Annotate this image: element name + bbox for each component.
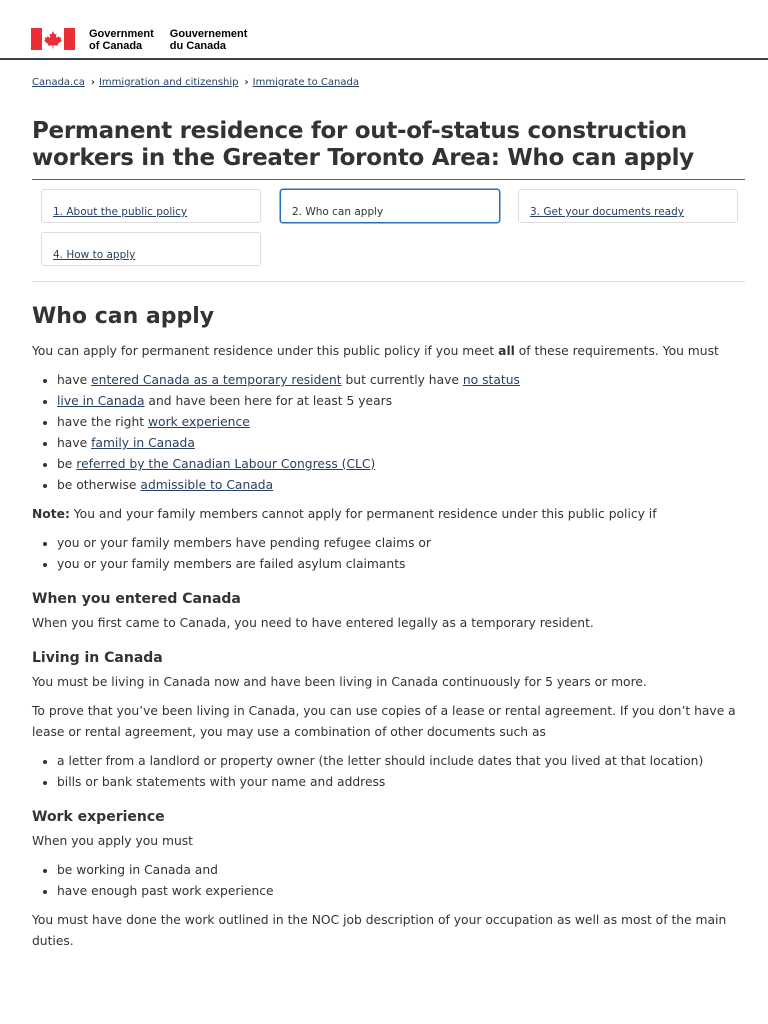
list-item — [57, 370, 748, 391]
step-4[interactable] — [41, 232, 261, 266]
signature-fr-line2: du Canada — [169, 40, 227, 52]
note-list — [32, 533, 748, 575]
living-text-2: To prove that you’ve been living in Canada, you can use copies of a lease or rental agreement. If you don’t have a lease or rental agreement, you may use a combination of other documents such as — [32, 704, 736, 739]
no-status-link[interactable]: no status — [462, 373, 520, 387]
step-4-link[interactable]: 4. How to apply — [53, 249, 136, 261]
chevron-right-icon: › — [244, 77, 249, 88]
req-text: be otherwise — [57, 478, 141, 492]
list-item: • have enough past work experience — [57, 881, 748, 902]
note-text: You and your family members cannot apply for permanent residence under this public policy if — [69, 507, 657, 521]
list-item — [57, 433, 748, 454]
work-experience-heading: Work experience — [32, 809, 165, 825]
req-text: but currently have — [341, 373, 463, 387]
req-text: and have been here for at least 5 years — [144, 394, 393, 408]
work-text-2: You must have done the work outlined in the NOC job description of your occupation as well as most of the main duties. — [32, 913, 727, 948]
entered-canada-link[interactable]: entered Canada as a temporary resident — [91, 373, 342, 387]
req-text: have — [57, 436, 92, 450]
list-item — [57, 391, 748, 412]
list-item: • be working in Canada and — [57, 860, 748, 881]
intro-text-end: of these requirements. You must — [514, 344, 719, 358]
title-underline — [32, 179, 745, 180]
note-label: Note: — [32, 507, 70, 521]
list-item: • bills or bank statements with your name and address — [57, 772, 748, 793]
breadcrumb-immigrate-to-canada[interactable]: Immigrate to Canada — [252, 77, 359, 88]
intro-emphasis: all — [498, 344, 515, 358]
step-2-current — [280, 189, 500, 223]
entered-canada-heading: When you entered Canada — [32, 591, 241, 607]
signature-fr-line1: Gouvernement — [169, 28, 248, 40]
breadcrumb-immigration-and-citizenship[interactable]: Immigration and citizenship — [98, 77, 239, 88]
signature-en-line2: of Canada — [89, 40, 143, 52]
step-3-link[interactable]: 3. Get your documents ready — [530, 206, 684, 218]
page-title: Permanent residence for out-of-status construction workers in the Greater Toronto Area: Who can apply — [32, 118, 694, 171]
work-experience-link[interactable]: work experience — [147, 415, 250, 429]
intro-paragraph — [32, 341, 748, 362]
living-in-canada-heading: Living in Canada — [32, 650, 163, 666]
req-text: be — [57, 457, 77, 471]
list-item — [57, 412, 748, 433]
requirements-list — [32, 370, 748, 496]
main-content — [32, 303, 748, 960]
step-3[interactable] — [518, 189, 738, 223]
family-in-canada-link[interactable]: family in Canada — [91, 436, 195, 450]
work-list — [32, 860, 748, 902]
intro-text: You can apply for permanent residence under this public policy if you meet — [32, 344, 499, 358]
admissible-link[interactable]: admissible to Canada — [140, 478, 274, 492]
living-documents-list — [32, 751, 748, 793]
list-item: • a letter from a landlord or property owner (the letter should include dates that you lived at that location) — [57, 751, 748, 772]
breadcrumb-canada-ca[interactable]: Canada.ca — [32, 77, 85, 88]
signature-en-line1: Government — [89, 28, 154, 40]
list-item: • you or your family members are failed asylum claimants — [57, 554, 748, 575]
clc-referral-link[interactable]: referred by the Canadian Labour Congress (CLC) — [76, 457, 376, 471]
chevron-right-icon: › — [90, 77, 95, 88]
list-item: • you or your family members have pending refugee claims or — [57, 533, 748, 554]
canada-flag-icon — [31, 28, 75, 50]
note-paragraph — [32, 504, 748, 525]
section-heading: Who can apply — [32, 304, 215, 329]
req-text: have the right — [57, 415, 148, 429]
site-header — [0, 0, 768, 60]
list-item — [57, 454, 748, 475]
list-item — [57, 475, 748, 496]
live-in-canada-link[interactable]: live in Canada — [57, 394, 145, 408]
entered-canada-text: When you first came to Canada, you need to have entered legally as a temporary resident. — [32, 616, 594, 630]
step-1-link[interactable]: 1. About the public policy — [53, 206, 188, 218]
government-of-canada-logo[interactable] — [31, 28, 247, 52]
signature-english — [89, 28, 154, 52]
step-2-label: 2. Who can apply — [292, 206, 384, 218]
req-text: have — [57, 373, 92, 387]
living-text-1: You must be living in Canada now and have been living in Canada continuously for 5 years or more. — [32, 675, 647, 689]
breadcrumb — [32, 77, 359, 88]
work-text-1: When you apply you must — [32, 834, 193, 848]
step-1[interactable] — [41, 189, 261, 223]
divider — [32, 281, 745, 282]
signature-french — [170, 28, 248, 52]
